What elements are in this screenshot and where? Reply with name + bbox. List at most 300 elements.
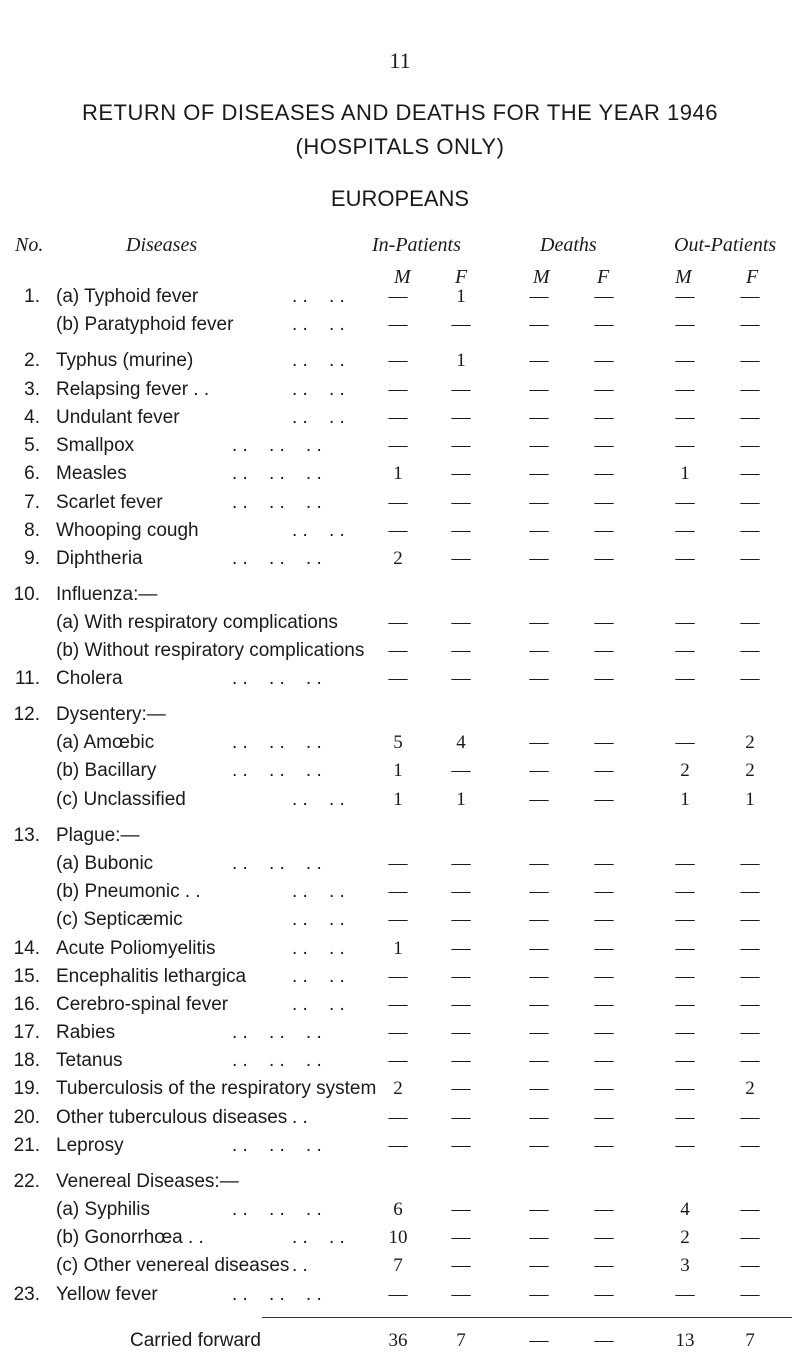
cell-in-f: — [451,1078,471,1099]
cell-deaths-f: — [594,966,614,987]
cell-out-f: — [740,994,760,1015]
sub-item-prefix: (b) [56,314,80,335]
cell-in-m: 10 [388,1227,408,1248]
disease-name: Pneumonic . . [84,881,201,902]
total-out-f: 7 [745,1330,755,1351]
cell-in-f: — [451,1135,471,1156]
cell-out-m: — [675,1022,695,1043]
disease-label [56,1050,123,1072]
leader-dots: . . . . . . [232,492,322,513]
cell-deaths-f: — [594,520,614,541]
leader-dots: . . . . . . [232,548,322,569]
cell-in-m: 5 [393,732,403,753]
header-no: No. [15,234,44,256]
disease-name: Tuberculosis of the respiratory system [56,1078,377,1099]
disease-name: Diphtheria [56,548,143,569]
table-row [0,938,800,966]
cell-out-m: — [675,966,695,987]
cell-deaths-m: — [529,435,549,456]
cell-in-m: 1 [393,789,403,810]
cell-out-m: — [675,938,695,959]
sub-item-prefix: (b) [56,760,80,781]
cell-in-f: — [451,314,471,335]
cell-out-m: — [675,612,695,633]
row-number: 18. [13,1050,40,1071]
cell-out-m: 2 [680,1227,690,1248]
subheader-out-f: F [746,266,759,288]
table-row [0,994,800,1022]
cell-in-f: — [451,668,471,689]
cell-deaths-f: — [594,407,614,428]
cell-deaths-f: — [594,1255,614,1276]
subheader-in-m: M [394,266,411,288]
cell-deaths-m: — [529,789,549,810]
cell-out-m: 2 [680,760,690,781]
cell-out-m: — [675,350,695,371]
cell-in-f: — [451,520,471,541]
cell-out-f: — [740,1227,760,1248]
sub-item-prefix: (b) [56,881,80,902]
cell-deaths-m: — [529,640,549,661]
leader-dots: . . . . . . [232,1284,322,1305]
sub-item-prefix: (c) [56,909,79,930]
cell-in-m: — [388,853,408,874]
cell-deaths-f: — [594,379,614,400]
disease-label [56,1135,124,1157]
sub-item-prefix: (a) [56,732,80,753]
disease-label [56,463,127,485]
cell-in-f: — [451,966,471,987]
disease-label [56,286,198,308]
disease-name: Whooping cough [56,520,199,541]
cell-deaths-m: — [529,732,549,753]
cell-in-f: — [451,463,471,484]
cell-out-m: — [675,1050,695,1071]
disease-name: Unclassified [83,789,186,810]
cell-in-m: — [388,1022,408,1043]
sub-item-prefix: (a) [56,1199,80,1220]
leader-dots: . . . . . . [232,1050,322,1071]
header-deaths: Deaths [540,234,597,256]
cell-in-f: — [451,1284,471,1305]
disease-label [56,704,166,726]
disease-label [56,548,143,570]
cell-out-m: — [675,314,695,335]
row-number: 10. [13,584,40,605]
cell-deaths-m: — [529,909,549,930]
subheader-out-m: M [675,266,692,288]
total-label: Carried forward [130,1330,261,1351]
row-number: 7. [24,492,40,513]
cell-deaths-f: — [594,668,614,689]
leader-dots: . . . . . . [232,668,322,689]
disease-name: Undulant fever [56,407,180,428]
disease-label [56,520,199,542]
cell-out-m: — [675,520,695,541]
cell-out-m: — [675,1135,695,1156]
disease-name: Cholera [56,668,123,689]
cell-out-m: — [675,1107,695,1128]
cell-out-f: — [740,314,760,335]
cell-deaths-m: — [529,407,549,428]
cell-deaths-m: — [529,492,549,513]
sub-item-prefix: (c) [56,789,79,810]
disease-name: Bubonic [84,853,154,874]
disease-label [56,994,228,1016]
cell-deaths-f: — [594,1284,614,1305]
table-row [0,1199,800,1227]
cell-in-f: — [451,994,471,1015]
cell-deaths-m: — [529,881,549,902]
cell-out-f: — [740,1284,760,1305]
cell-in-m: — [388,1135,408,1156]
cell-out-f: — [740,966,760,987]
sub-item-prefix: (a) [56,853,80,874]
leader-dots: . . . . [292,909,345,930]
cell-deaths-m: — [529,1135,549,1156]
disease-label [56,966,246,988]
subheader-deaths-m: M [533,266,550,288]
sub-item-prefix: (c) [56,1255,79,1276]
cell-in-f: — [451,1199,471,1220]
cell-out-m: — [675,1284,695,1305]
disease-name: With respiratory complications [84,612,338,633]
header-out-patients: Out-Patients [674,234,777,256]
table-row [0,584,800,612]
cell-in-m: — [388,350,408,371]
cell-in-m: — [388,881,408,902]
cell-deaths-f: — [594,350,614,371]
cell-in-f: — [451,853,471,874]
cell-deaths-m: — [529,1078,549,1099]
cell-out-f: 2 [745,1078,755,1099]
cell-in-f: — [451,379,471,400]
cell-out-m: — [675,853,695,874]
disease-label [56,350,193,372]
leader-dots: . . . . [292,520,345,541]
cell-in-m: 1 [393,463,403,484]
table-row [0,548,800,576]
cell-in-f: — [451,1107,471,1128]
cell-out-f: — [740,909,760,930]
table-row [0,668,800,696]
cell-out-f: — [740,520,760,541]
cell-out-f: — [740,492,760,513]
cell-in-m: — [388,314,408,335]
cell-deaths-f: — [594,640,614,661]
disease-label [56,640,364,662]
cell-in-m: — [388,966,408,987]
disease-name: Cerebro-spinal fever [56,994,229,1015]
leader-dots: . . . . . . [232,435,322,456]
cell-deaths-m: — [529,548,549,569]
cell-out-m: — [675,1078,695,1099]
row-number: 12. [13,704,40,725]
cell-deaths-f: — [594,1135,614,1156]
cell-in-m: — [388,640,408,661]
cell-in-m: — [388,379,408,400]
table-row [0,1078,800,1106]
cell-in-f: 1 [456,350,466,371]
cell-deaths-f: — [594,732,614,753]
disease-label [56,825,139,847]
cell-deaths-f: — [594,1022,614,1043]
cell-in-m: 7 [393,1255,403,1276]
disease-label [56,732,154,754]
cell-out-f: — [740,350,760,371]
sub-item-prefix: (a) [56,286,80,307]
cell-out-m: — [675,881,695,902]
cell-out-m: — [675,548,695,569]
cell-out-f: 1 [745,789,755,810]
leader-dots: . . . . [292,1227,345,1248]
row-number: 9. [24,548,40,569]
cell-out-m: — [675,407,695,428]
cell-in-f: — [451,1227,471,1248]
disease-label [56,314,233,336]
cell-deaths-m: — [529,938,549,959]
cell-out-f: 2 [745,760,755,781]
disease-name: Encephalitis lethargica [56,966,247,987]
leader-dots: . . . . . . [232,853,322,874]
disease-name: Yellow fever [56,1284,158,1305]
total-in-f: 7 [456,1330,466,1351]
leader-dots: . . [292,1107,308,1128]
leader-dots: . . . . . . [232,732,322,753]
disease-name: Gonorrhœa . . [84,1227,204,1248]
table-row [0,379,800,407]
cell-deaths-m: — [529,463,549,484]
disease-name: Plague:— [56,825,140,846]
table-row [0,1255,800,1283]
table-row [0,463,800,491]
cell-deaths-f: — [594,909,614,930]
row-number: 11. [14,668,40,689]
disease-name: Other tuberculous diseases [56,1107,288,1128]
page-number: 11 [389,48,411,73]
leader-dots: . . . . [292,350,345,371]
disease-name: Bacillary [84,760,157,781]
row-number: 23. [13,1284,40,1305]
table-row [0,350,800,378]
cell-in-m: — [388,668,408,689]
row-number: 4. [24,407,40,428]
cell-deaths-f: — [594,789,614,810]
table-row [0,1227,800,1255]
cell-deaths-f: — [594,881,614,902]
cell-in-f: — [451,548,471,569]
cell-deaths-m: — [529,520,549,541]
disease-name: Influenza:— [56,584,158,605]
page-subtitle: (HOSPITALS ONLY) [295,134,505,159]
table-row [0,1171,800,1199]
cell-deaths-f: — [594,1199,614,1220]
cell-deaths-m: — [529,760,549,781]
table-row [0,286,800,314]
leader-dots: . . [292,1255,308,1276]
table-row [0,407,800,435]
cell-in-m: 1 [393,760,403,781]
cell-deaths-f: — [594,463,614,484]
disease-label [56,789,186,811]
cell-in-f: — [451,881,471,902]
disease-label [56,379,209,401]
leader-dots: . . . . [292,938,345,959]
cell-in-m: 1 [393,938,403,959]
disease-name: Without respiratory complications [84,640,365,661]
cell-deaths-m: — [529,350,549,371]
cell-deaths-f: — [594,994,614,1015]
cell-in-m: — [388,1050,408,1071]
disease-label [56,1171,239,1193]
cell-out-f: — [740,1107,760,1128]
total-rule [262,1317,792,1318]
cell-deaths-m: — [529,994,549,1015]
total-in-m: 36 [388,1330,408,1351]
leader-dots: . . . . [292,966,345,987]
cell-out-f: — [740,286,760,307]
cell-out-m: — [675,668,695,689]
cell-out-f: — [740,1135,760,1156]
disease-name: Relapsing fever . . [56,379,210,400]
table-row [0,825,800,853]
disease-name: Dysentery:— [56,704,166,725]
cell-deaths-m: — [529,1227,549,1248]
cell-deaths-m: — [529,966,549,987]
cell-in-f: — [451,640,471,661]
disease-name: Rabies [56,1022,116,1043]
disease-label [56,881,201,903]
cell-deaths-m: — [529,1050,549,1071]
disease-name: Paratyphoid fever [84,314,234,335]
cell-in-m: 6 [393,1199,403,1220]
row-number: 15. [13,966,40,987]
disease-label [56,1199,150,1221]
cell-out-m: — [675,286,695,307]
cell-deaths-f: — [594,435,614,456]
cell-deaths-f: — [594,1227,614,1248]
table-row [0,1107,800,1135]
disease-name: Scarlet fever [56,492,163,513]
row-number: 14. [13,938,40,959]
table-row [0,1284,800,1312]
cell-in-f: — [451,435,471,456]
table-row [0,732,800,760]
cell-in-f: — [451,909,471,930]
cell-out-m: 3 [680,1255,690,1276]
disease-name: Amœbic [83,732,155,753]
sub-item-prefix: (a) [56,612,80,633]
cell-in-m: — [388,286,408,307]
disease-name: Leprosy [56,1135,124,1156]
disease-label [56,584,157,606]
disease-name: Venereal Diseases:— [56,1171,239,1192]
cell-out-f: — [740,640,760,661]
cell-in-m: 2 [393,1078,403,1099]
row-number: 22. [13,1171,40,1192]
cell-deaths-f: — [594,938,614,959]
cell-out-m: — [675,994,695,1015]
page-title: RETURN OF DISEASES AND DEATHS FOR THE YEAR 1946 [82,100,718,125]
table-row [0,853,800,881]
table-row [0,760,800,788]
cell-in-m: — [388,492,408,513]
leader-dots: . . . . [292,407,345,428]
cell-deaths-f: — [594,314,614,335]
row-number: 16. [13,994,40,1015]
cell-out-f: — [740,1199,760,1220]
cell-out-f: — [740,548,760,569]
disease-label [56,938,215,960]
cell-out-f: — [740,612,760,633]
sub-item-prefix: (b) [56,640,80,661]
leader-dots: . . . . . . [232,1135,322,1156]
disease-name: Other venereal diseases [83,1255,290,1276]
row-number: 5. [24,435,40,456]
disease-label [56,435,134,457]
row-number: 6. [24,463,40,484]
disease-name: Acute Poliomyelitis [56,938,216,959]
leader-dots: . . . . . . [232,463,322,484]
cell-in-m: — [388,407,408,428]
cell-in-m: — [388,1107,408,1128]
table-row [0,640,800,668]
disease-label [56,1078,376,1100]
cell-in-f: — [451,1022,471,1043]
cell-deaths-m: — [529,1255,549,1276]
cell-in-f: — [451,760,471,781]
disease-label [56,668,123,690]
disease-label [56,853,153,875]
header-in-patients: In-Patients [372,234,461,256]
cell-deaths-f: — [594,1050,614,1071]
cell-deaths-m: — [529,668,549,689]
cell-out-f: — [740,435,760,456]
table-row [0,520,800,548]
table-row [0,909,800,937]
group-heading: EUROPEANS [330,186,470,211]
disease-label [56,1284,158,1306]
table-row [0,1135,800,1163]
cell-deaths-m: — [529,379,549,400]
cell-deaths-m: — [529,1199,549,1220]
disease-label [56,909,183,931]
cell-out-f: — [740,668,760,689]
disease-label [56,407,180,429]
leader-dots: . . . . [292,789,345,810]
total-deaths-m: — [529,1330,549,1351]
cell-in-f: 4 [456,732,466,753]
subheader-deaths-f: F [597,266,610,288]
disease-name: Typhus (murine) [56,350,194,371]
table-row [0,881,800,909]
cell-deaths-m: — [529,1022,549,1043]
cell-out-m: — [675,435,695,456]
cell-out-f: — [740,881,760,902]
cell-in-m: — [388,612,408,633]
cell-out-f: — [740,379,760,400]
total-out-m: 13 [675,1330,695,1351]
disease-label [56,612,338,634]
leader-dots: . . . . [292,994,345,1015]
disease-name: Tetanus [56,1050,123,1071]
cell-deaths-f: — [594,760,614,781]
cell-out-f: 2 [745,732,755,753]
cell-out-f: — [740,407,760,428]
cell-out-f: — [740,938,760,959]
disease-label [56,492,163,514]
table-row [0,435,800,463]
